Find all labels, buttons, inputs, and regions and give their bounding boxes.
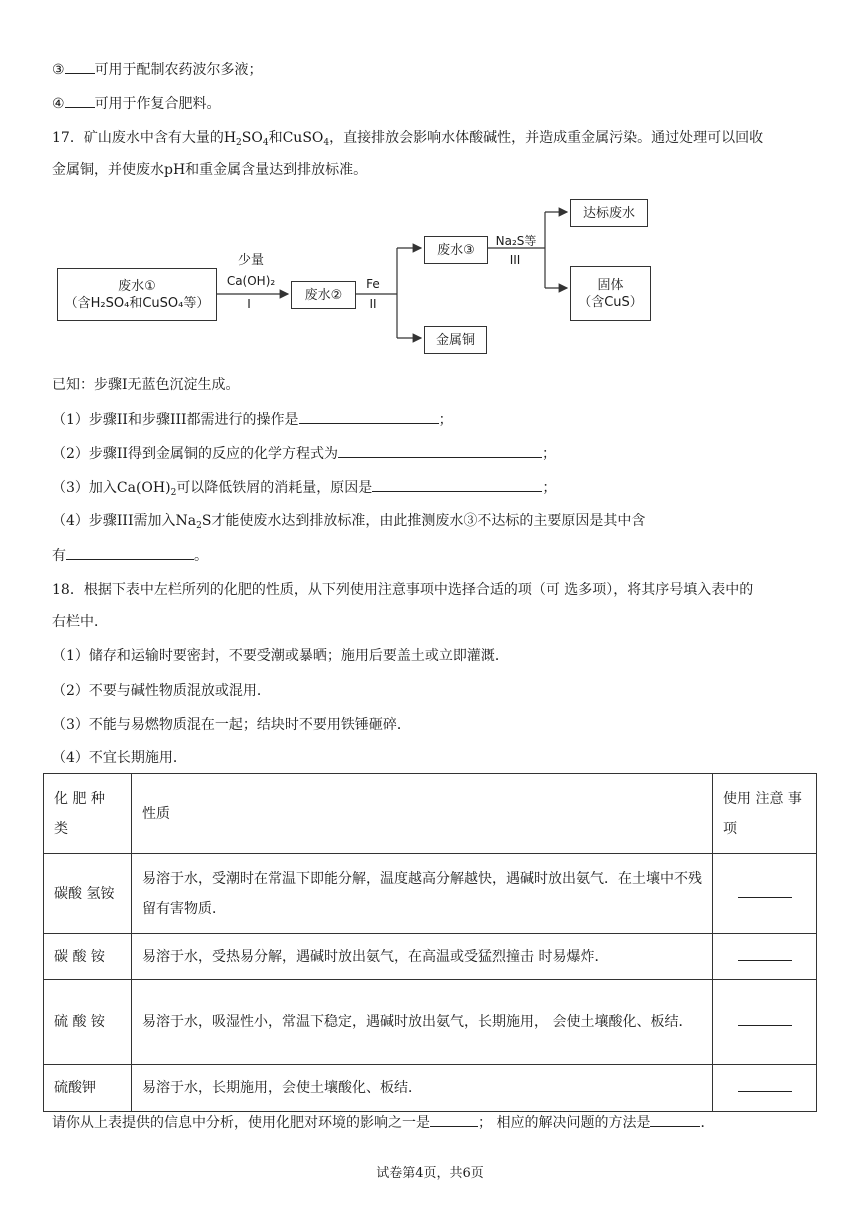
q17-intro: 17．矿山废水中含有大量的$H_2SO_4$和CuSO$_4$，直接排放会影响水体酸碱性，并造成重金属污染。通过处理可以回收	[52, 130, 764, 148]
answer-blank[interactable]	[650, 1112, 700, 1127]
solid-cus-box	[570, 266, 651, 321]
punctuation: ；	[438, 412, 453, 428]
punctuation: ．	[700, 1115, 715, 1131]
q18-option-1: （1）储存和运输时要密封，不要受潮或暴晒；施用后要盖土或立即灌溉．	[52, 648, 509, 664]
q17-sub1	[52, 409, 453, 430]
question-text: （2）步骤II得到金属铜的反应的化学方程式为	[52, 446, 338, 462]
intro-text: 矿山废水中含有大量的H	[83, 130, 237, 146]
q18-final	[52, 1112, 714, 1133]
answer-blank[interactable]	[738, 883, 792, 898]
table-row	[44, 934, 817, 980]
table-row	[44, 980, 817, 1065]
fertilizer-name: 硫 酸 铵	[44, 980, 132, 1065]
answer-blank[interactable]	[738, 1011, 792, 1026]
answer-blank[interactable]	[430, 1112, 478, 1127]
step2-reagent: Fe	[366, 277, 380, 291]
fertilizer-property: 易溶于水，受潮时在常温下即能分解，温度越高分解越快，遇碱时放出氨气．在土壤中不残留有害物质．	[132, 854, 713, 934]
q17-sub4-line2	[52, 545, 208, 566]
metallic-copper-box: 金属铜	[424, 326, 487, 354]
q18-option-2: （2）不要与碱性物质混放或混用．	[52, 683, 271, 699]
q18-intro	[52, 580, 753, 600]
answer-blank[interactable]	[738, 946, 792, 961]
question-text: （4）步骤III需加入Na	[52, 513, 197, 529]
q17-known: 已知：步骤I无蓝色沉淀生成。	[52, 377, 240, 393]
q17-intro-line2: 金属铜，并使废水pH和重金属含量达到排放标准。	[52, 162, 368, 178]
question-text: （1）步骤II和步骤III都需进行的操作是	[52, 412, 299, 428]
wastewater-2-box: 废水②	[291, 281, 356, 309]
question-text: 有	[52, 548, 66, 564]
wastewater-1-box	[57, 268, 217, 321]
q17-sub2	[52, 443, 556, 464]
fertilizer-property: 易溶于水，受热易分解，遇碱时放出氨气，在高温或受猛烈撞击 时易爆炸．	[132, 934, 713, 980]
question-text: 请你从上表提供的信息中分析，使用化肥对环境的影响之一是	[52, 1115, 430, 1131]
header-property: 性质	[132, 774, 713, 854]
answer-blank[interactable]	[738, 1077, 792, 1092]
step2-label: II	[369, 297, 377, 311]
step1-reagent: Ca(OH)₂	[226, 274, 276, 288]
question-text: ； 相应的解决问题的方法是	[478, 1115, 651, 1131]
q16-item4	[52, 93, 221, 114]
q16-item3	[52, 59, 263, 80]
answer-blank[interactable]	[65, 93, 95, 108]
intro-text: SO	[241, 130, 263, 146]
table-row	[44, 1065, 817, 1112]
item-text: 可用于配制农药波尔多液；	[94, 62, 263, 78]
answer-blank[interactable]	[65, 59, 95, 74]
q18-option-3: （3）不能与易燃物质混在一起；结块时不要用铁锤砸碎．	[52, 717, 411, 733]
answer-blank[interactable]	[66, 545, 194, 560]
q18-option-4: （4）不宜长期施用．	[52, 750, 187, 766]
question-number: 18．	[52, 582, 84, 598]
question-text: （3）加入Ca(OH)	[52, 480, 171, 496]
page-footer: 试卷第4页，共6页	[376, 1166, 484, 1181]
q18-intro-line2: 右栏中．	[52, 614, 108, 630]
precautions-cell	[713, 980, 817, 1065]
answer-blank[interactable]	[338, 443, 542, 458]
q17-sub3: （3）加入$Ca(OH)_2$可以降低铁屑的消耗量，原因是 ；	[52, 477, 556, 498]
wastewater-3-box: 废水③	[424, 236, 488, 264]
step3-reagent: Na₂S等	[495, 234, 537, 248]
question-text: S才能使废水达到排放标准，由此推测废水③不达标的主要原因是其中含	[201, 513, 646, 529]
step1-top: 少量	[237, 253, 264, 268]
fertilizer-property: 易溶于水，吸湿性小，常温下稳定，遇碱时放出氨气，长期施用， 会使土壤酸化、板结．	[132, 980, 713, 1065]
header-precautions: 使用 注意 事项	[713, 774, 817, 854]
compliant-wastewater-box: 达标废水	[570, 199, 648, 227]
item-marker: ③	[52, 62, 65, 78]
intro-text: ，直接排放会影响水体酸碱性，并造成重金属污染。通过处理可以回收	[329, 130, 764, 146]
intro-text: 根据下表中左栏所列的化肥的性质，从下列使用注意事项中选择合适的项（可 选多项），将其序号填入表中的	[83, 582, 754, 598]
item-text: 可用于作复合肥料。	[94, 96, 221, 112]
box-sublabel: （含CuS）	[578, 294, 643, 310]
intro-text: 和CuSO	[268, 130, 324, 146]
answer-blank[interactable]	[299, 409, 439, 424]
box-label: 固体	[597, 277, 624, 293]
answer-blank[interactable]	[372, 477, 542, 492]
punctuation: ；	[541, 446, 556, 462]
box-label: 废水①	[118, 278, 156, 294]
box-sublabel: （含H₂SO₄和CuSO₄等）	[64, 295, 210, 311]
fertilizer-name: 硫酸钾	[44, 1065, 132, 1112]
table-header-row	[44, 774, 817, 854]
punctuation: ；	[542, 480, 557, 496]
q17-sub4: （4）步骤III需加入$Na_2S$才能使废水达到排放标准，由此推测废水③不达标的主要原因是其中含	[52, 513, 646, 531]
precautions-cell	[713, 1065, 817, 1112]
question-number: 17．	[52, 130, 84, 146]
step1-label: I	[247, 297, 251, 311]
question-text: 可以降低铁屑的消耗量，原因是	[176, 480, 373, 496]
step3-label: III	[509, 253, 521, 267]
header-fertilizer-type: 化 肥 种 类	[44, 774, 132, 854]
fertilizer-table	[43, 773, 817, 1112]
precautions-cell	[713, 934, 817, 980]
fertilizer-name: 碳酸 氢铵	[44, 854, 132, 934]
table-row	[44, 854, 817, 934]
fertilizer-name: 碳 酸 铵	[44, 934, 132, 980]
item-marker: ④	[52, 96, 65, 112]
precautions-cell	[713, 854, 817, 934]
fertilizer-property: 易溶于水，长期施用，会使土壤酸化、板结．	[132, 1065, 713, 1112]
punctuation: 。	[194, 548, 208, 564]
